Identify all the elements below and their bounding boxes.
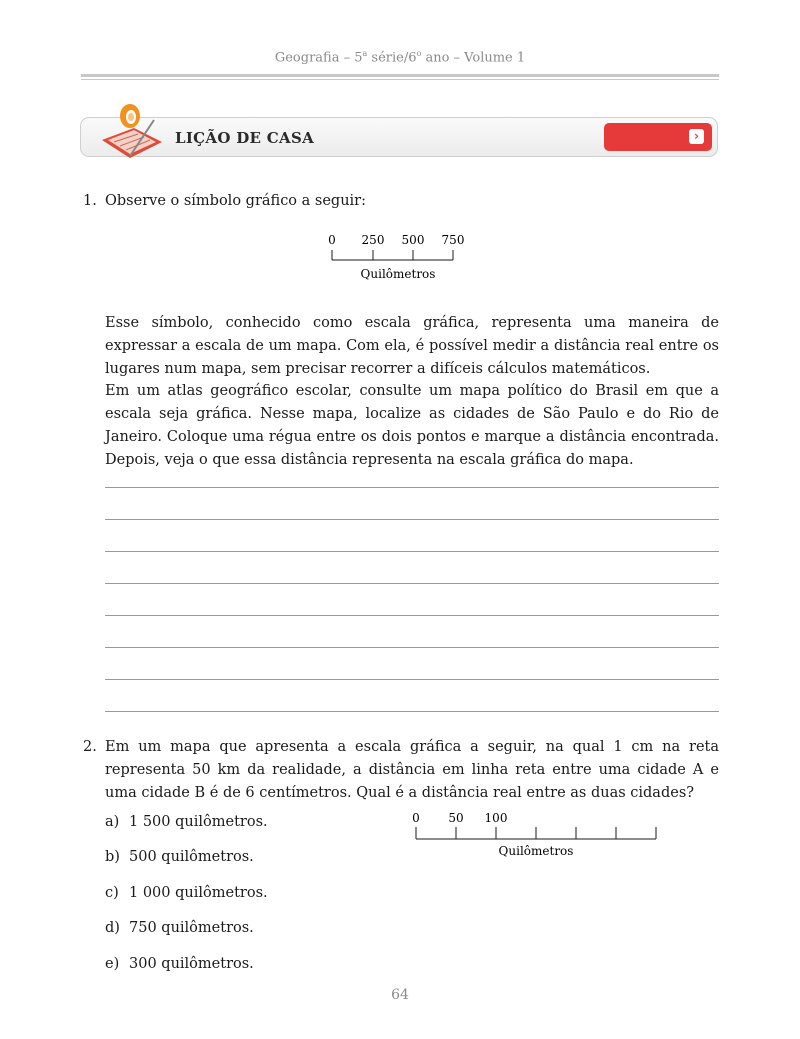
question-1-paragraph-1: Esse símbolo, conhecido como escala gráfica, representa uma maneira de expressar a escala de um mapa. Com ela, é possível medir a distância real entre os lugares num mapa, sem precisar recorrer a difíceis cálculos matemáticos.	[105, 315, 719, 377]
answer-line[interactable]	[105, 583, 719, 584]
answer-line[interactable]	[105, 615, 719, 616]
graphic-scale-1	[318, 232, 478, 282]
scale-1-tick-500: 500	[401, 233, 425, 247]
chevron-right-icon: ›	[689, 129, 704, 144]
scale-2-tick-100: 100	[484, 811, 508, 825]
section-title: LIÇÃO DE CASA	[175, 129, 315, 147]
option-c[interactable]: c) 1 000 quilômetros.	[105, 885, 268, 901]
option-b[interactable]: b) 500 quilômetros.	[105, 849, 254, 865]
question-1-prompt: 1. Observe o símbolo gráfico a seguir:	[83, 193, 366, 209]
scale-1-tick-250: 250	[361, 233, 385, 247]
option-a[interactable]: a) 1 500 quilômetros.	[105, 814, 268, 830]
answer-line[interactable]	[105, 551, 719, 552]
graphic-scale-2	[405, 810, 665, 860]
header-rule-thin	[81, 79, 719, 80]
answer-line[interactable]	[105, 519, 719, 520]
answer-line[interactable]	[105, 711, 719, 712]
answer-line[interactable]	[105, 679, 719, 680]
scale-2-tick-50: 50	[448, 811, 464, 825]
scale-1-tick-750: 750	[441, 233, 465, 247]
answer-line[interactable]	[105, 647, 719, 648]
option-e[interactable]: e) 300 quilômetros.	[105, 956, 254, 972]
header-rule-thick	[81, 74, 719, 77]
scale-1-unit: Quilômetros	[360, 267, 436, 281]
scale-2-tick-0: 0	[412, 811, 420, 825]
answer-line[interactable]	[105, 487, 719, 488]
section-banner	[80, 117, 718, 157]
scale-1-tick-0: 0	[328, 233, 336, 247]
question-2-prompt: 2. Em um mapa que apresenta a escala gráfica a seguir, na qual 1 cm na reta representa 50 km da realidade, a distância em linha reta entre uma cidade A e uma cidade B é de 6 centímetros. Qual é a distância real entre as duas cidades?	[83, 739, 719, 801]
page-number: 64	[391, 987, 409, 1003]
question-1-paragraph-2: Em um atlas geográfico escolar, consulte um mapa político do Brasil em que a escala seja gráfica. Nesse mapa, localize as cidades de São Paulo e do Rio de Janeiro. Coloque uma régua entre os dois pontos e marque a distância encontrada. Depois, veja o que essa distância representa na escala gráfica do mapa.	[105, 383, 719, 468]
scale-2-unit: Quilômetros	[498, 844, 574, 858]
notebook-lamp-icon	[96, 100, 168, 162]
running-header: Geografia – 5$^a$ série/6$^o$ ano – Volume 1	[274, 49, 526, 66]
banner-accent-bar	[604, 123, 712, 151]
option-d[interactable]: d) 750 quilômetros.	[105, 920, 254, 936]
